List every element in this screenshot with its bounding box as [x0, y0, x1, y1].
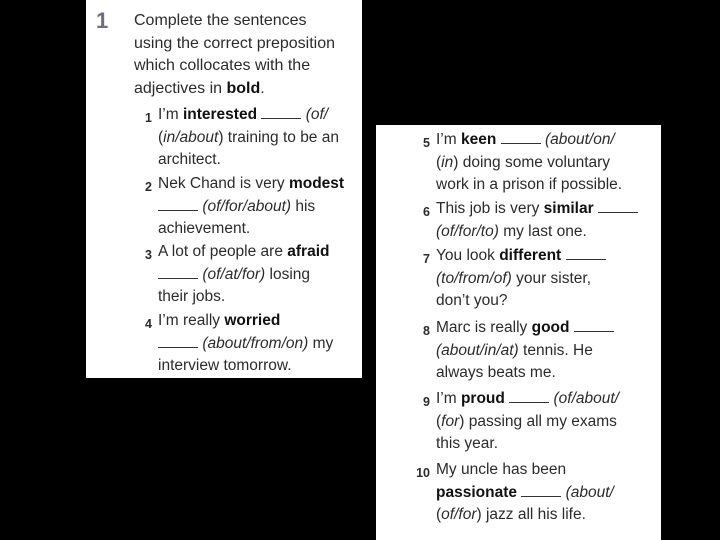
- answer-blank: [598, 198, 638, 213]
- sentence-text: tennis. He: [518, 341, 593, 359]
- sentence-text: You look: [436, 247, 500, 264]
- right-page-panel: [376, 125, 661, 540]
- item-sentence: [158, 241, 329, 309]
- preposition-options: in/about: [163, 128, 219, 146]
- item-number: 3: [145, 248, 152, 262]
- sentence-text: ) passing all my exams: [459, 412, 617, 430]
- bold-adjective: good: [531, 319, 570, 336]
- item-number: 9: [423, 395, 430, 409]
- sentence-line: [436, 317, 614, 340]
- sentence-text: always beats me.: [436, 364, 556, 381]
- sentence-line: [158, 218, 344, 241]
- instruction-line-start: adjectives in: [134, 79, 227, 97]
- preposition-options: (about/from/on): [202, 334, 309, 352]
- sentence-line: [158, 310, 333, 333]
- sentence-text: work in a prison if possible.: [436, 176, 623, 193]
- sentence-line: [158, 264, 329, 287]
- preposition-options: for: [441, 412, 460, 430]
- sentence-text: my last one.: [498, 222, 587, 240]
- preposition-options: (to/from/of): [436, 269, 512, 287]
- bold-adjective: keen: [460, 131, 497, 148]
- answer-blank: [261, 104, 301, 119]
- instruction-end: .: [260, 79, 265, 97]
- bold-adjective: modest: [288, 175, 345, 192]
- exercise-number: 1: [96, 8, 109, 33]
- sentence-line: [436, 388, 619, 411]
- sentence-text: losing: [265, 265, 311, 283]
- answer-blank: [158, 196, 198, 211]
- preposition-options: (of/about/: [553, 390, 619, 407]
- item-sentence: [436, 317, 614, 385]
- bold-adjective: proud: [460, 390, 505, 407]
- sentence-text: ) doing some voluntary: [453, 153, 611, 171]
- sentence-line: (of/for) jazz all his life.: [436, 506, 586, 523]
- item-sentence: [158, 310, 333, 378]
- sentence-line: [436, 174, 622, 197]
- sentence-line: [158, 104, 339, 127]
- sentence-text: architect.: [158, 151, 221, 168]
- bold-adjective: passionate: [436, 483, 517, 501]
- item-number: 1: [145, 111, 152, 125]
- item-sentence: [436, 459, 614, 527]
- sentence-text: your sister,: [511, 269, 592, 287]
- item-sentence: [436, 245, 606, 313]
- sentence-text: My uncle has been: [436, 461, 567, 478]
- preposition-options: (about/: [565, 483, 614, 501]
- sentence-text: don’t you?: [436, 292, 508, 309]
- sentence-line: [436, 129, 622, 152]
- sentence-line: [436, 245, 606, 268]
- sentence-text: interview tomorrow.: [158, 357, 292, 374]
- item-sentence: [436, 129, 622, 197]
- instruction-line: Complete the sentences: [134, 12, 307, 29]
- sentence-line: [436, 198, 638, 221]
- item-number: 10: [416, 466, 430, 480]
- preposition-options: (of/: [305, 106, 329, 123]
- sentence-line: [158, 173, 344, 196]
- sentence-line: [436, 459, 614, 482]
- instruction-line: using the correct preposition: [134, 34, 335, 52]
- item-sentence: [158, 173, 344, 241]
- preposition-options: (of/at/for): [202, 265, 266, 283]
- sentence-text: I’m: [436, 131, 461, 148]
- bold-adjective: worried: [224, 312, 281, 329]
- item-sentence: [436, 388, 619, 456]
- sentence-text: my: [308, 334, 334, 352]
- answer-blank: [501, 129, 541, 144]
- item-sentence: [158, 104, 339, 172]
- answer-blank: [521, 482, 561, 497]
- sentence-line: (in) doing some voluntary: [436, 153, 611, 171]
- item-number: 2: [145, 180, 152, 194]
- bold-adjective: similar: [543, 200, 594, 217]
- instruction-line: [134, 78, 358, 101]
- sentence-text: ) jazz all his life.: [476, 506, 586, 523]
- item-number: 5: [423, 136, 430, 150]
- preposition-options: (about/in/at): [436, 341, 519, 359]
- sentence-line: [158, 196, 344, 219]
- preposition-options: of/for: [441, 506, 477, 523]
- sentence-text: This job is very: [436, 200, 544, 217]
- sentence-line: [436, 268, 606, 291]
- sentence-line: (for) passing all my exams: [436, 412, 617, 430]
- answer-blank: [158, 333, 198, 348]
- sentence-text: this year.: [436, 435, 499, 452]
- exercise-instruction: [134, 10, 358, 100]
- instruction-bold-word: bold: [226, 79, 261, 97]
- sentence-line: [158, 333, 333, 356]
- sentence-line: [436, 290, 606, 313]
- sentence-text: achievement.: [158, 220, 251, 237]
- sentence-line: [158, 355, 333, 378]
- sentence-text: I’m really: [158, 312, 225, 329]
- instruction-line: which collocates with the: [134, 57, 311, 74]
- item-number: 8: [423, 324, 430, 338]
- left-page-panel: [86, 0, 362, 378]
- preposition-options: (about/on/: [544, 131, 615, 148]
- sentence-line: [436, 221, 638, 244]
- sentence-line: [436, 362, 614, 385]
- sentence-line: [158, 241, 329, 264]
- sentence-text: Nek Chand is very: [158, 175, 289, 192]
- sentence-text: I’m: [436, 390, 461, 407]
- sentence-text: I’m: [158, 106, 183, 123]
- answer-blank: [574, 317, 614, 332]
- sentence-line: [436, 482, 614, 505]
- item-sentence: [436, 198, 638, 243]
- item-number: 6: [423, 205, 430, 219]
- answer-blank: [158, 264, 198, 279]
- preposition-options: in: [441, 153, 454, 171]
- sentence-text: his: [291, 197, 316, 215]
- item-number: 7: [423, 252, 430, 266]
- sentence-line: (in/about) training to be an: [158, 128, 339, 146]
- bold-adjective: different: [499, 247, 562, 264]
- bold-adjective: afraid: [287, 243, 330, 260]
- item-number: 4: [145, 317, 152, 331]
- answer-blank: [566, 245, 606, 260]
- sentence-line: [158, 149, 339, 172]
- sentence-line: [436, 433, 619, 456]
- sentence-text: A lot of people are: [158, 243, 288, 260]
- sentence-line: [436, 340, 614, 363]
- sentence-text: their jobs.: [158, 288, 226, 305]
- sentence-line: [158, 286, 329, 309]
- bold-adjective: interested: [182, 106, 258, 123]
- sentence-text: Marc is really: [436, 319, 532, 336]
- preposition-options: (of/for/to): [436, 222, 499, 240]
- sentence-text: ) training to be an: [218, 128, 339, 146]
- preposition-options: (of/for/about): [202, 197, 292, 215]
- answer-blank: [509, 388, 549, 403]
